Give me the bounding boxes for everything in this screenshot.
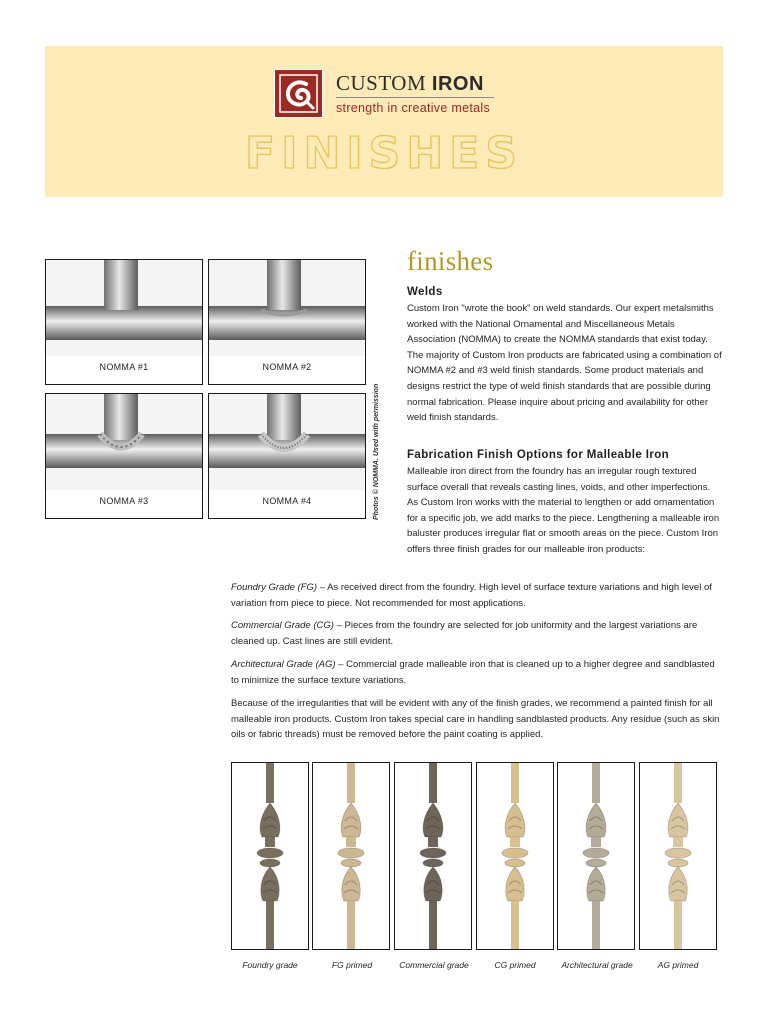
weld-caption: NOMMA #4: [262, 496, 312, 506]
baluster-photo-ag-primed: [639, 762, 717, 950]
grade-name: Architectural Grade (AG): [231, 659, 336, 670]
custom-iron-logo-icon: [274, 69, 323, 118]
baluster-photo-cg-primed: [476, 762, 554, 950]
grade-description: – Pieces from the foundry are selected for job uniformity and the largest variations are cleaned up. Cast lines are still evident.: [231, 620, 698, 647]
fabrication-paragraph: Malleable iron direct from the foundry has an irregular rough textured surface overall that reveals casting lines, voids, and other imperfections. As Custom Iron works with the material to lengthen or add ornamentation for a specific job, we add marks to the piece. Lengthening a malleable iron baluster produces irregular flat or smooth areas on the piece. Custom Iron offers three finish grades for our malleable iron products:: [407, 466, 720, 555]
baluster-caption: Foundry grade: [242, 960, 298, 970]
weld-caption: NOMMA #2: [262, 362, 312, 372]
section-title: finishes: [407, 246, 494, 276]
grade-description: – Commercial grade malleable iron that is cleaned up to a higher degree and sandblasted to minimize the surface texture variations.: [231, 659, 715, 686]
baluster-photo-foundry: [231, 762, 309, 950]
weld-image: [46, 394, 202, 490]
weld-image: [46, 260, 202, 356]
baluster-caption: AG primed: [657, 960, 699, 970]
baluster-caption: CG primed: [494, 960, 536, 970]
brand-divider: [336, 97, 494, 98]
weld-photo-nomma-1: [45, 259, 203, 385]
weld-caption: NOMMA #1: [99, 362, 149, 372]
baluster-image: [395, 763, 471, 949]
banner-title: FINISHES: [245, 128, 523, 179]
grade-foundry: [231, 580, 723, 611]
baluster-image: [477, 763, 553, 949]
brand-tagline: strength in creative metals: [336, 101, 490, 115]
baluster-image: [232, 763, 308, 949]
grade-description: – As received direct from the foundry. High level of surface texture variations and high level of variation from piece to piece. Not recommended for most applications.: [231, 582, 712, 609]
weld-photo-nomma-4: [208, 393, 366, 519]
baluster-caption: Architectural grade: [561, 960, 633, 970]
grade-name: Commercial Grade (CG): [231, 620, 334, 631]
baluster-photo-fg-primed: [312, 762, 390, 950]
weld-image: [209, 260, 365, 356]
welds-paragraph: Custom Iron "wrote the book" on weld standards. Our expert metalsmiths worked with the National Ornamental and Miscellaneous Metals Association (NOMMA) to create the NOMMA standards that exist today. The majority of Custom Iron products are fabricated using a combination of NOMMA #2 and #3 weld finish standards. Some product materials and designs restrict the type of weld finish standards that are possible during normal fabrication. Please inquire about pricing and availability for other weld finish standards.: [407, 303, 722, 424]
welds-heading: Welds: [407, 286, 443, 298]
grade-architectural: [231, 657, 723, 688]
weld-caption: NOMMA #3: [99, 496, 149, 506]
baluster-image: [640, 763, 716, 949]
weld-photo-nomma-2: [208, 259, 366, 385]
baluster-photo-architectural: [557, 762, 635, 950]
grade-name: Foundry Grade (FG): [231, 582, 318, 593]
baluster-photo-commercial: [394, 762, 472, 950]
grade-commercial: [231, 618, 723, 649]
baluster-caption: Commercial grade: [399, 960, 469, 970]
baluster-image: [558, 763, 634, 949]
baluster-caption: FG primed: [331, 960, 373, 970]
weld-image: [209, 394, 365, 490]
photo-credit: Photos © NOMMA. Used with permission: [373, 383, 380, 520]
closing-paragraph: Because of the irregularities that will be evident with any of the finish grades, we recommend a painted finish for all malleable iron products. Custom Iron takes special care in handling sandblasted products. Any residue (such as skin oils or fabric threads) must be removed before the paint coating is applied.: [231, 698, 720, 741]
header-band: [45, 46, 723, 197]
fabrication-heading: Fabrication Finish Options for Malleable Iron: [407, 449, 670, 461]
baluster-image: [313, 763, 389, 949]
brand-name: CUSTOM IRON: [336, 71, 484, 95]
weld-photo-nomma-3: [45, 393, 203, 519]
